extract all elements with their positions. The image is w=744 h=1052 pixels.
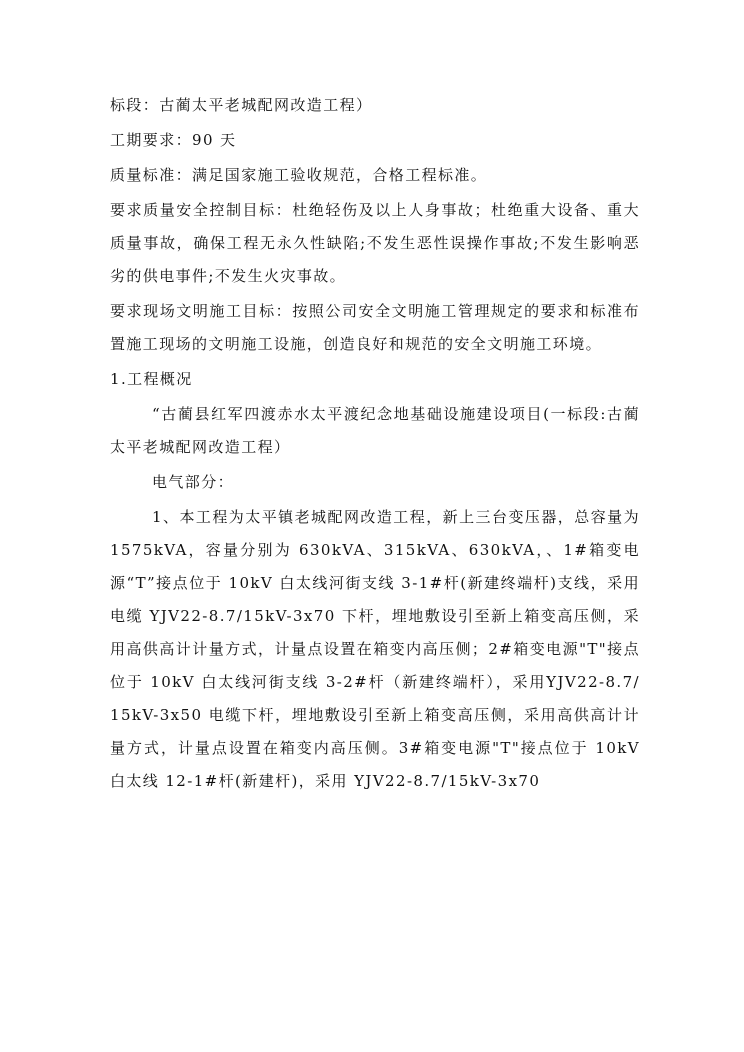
section-label-paragraph: 标段：古蔺太平老城配网改造工程） — [110, 96, 373, 114]
overview-heading: 1.工程概况 — [110, 370, 193, 388]
safety-target-paragraph: 要求质量安全控制目标：杜绝轻伤及以上人身事故；杜绝重大设备、重大质量事故，确保工程无永久性缺陷;不发生恶性误操作事故;不发生影响恶劣的供电事件;不发生火灾事故。 — [110, 201, 640, 285]
civilized-construction-paragraph: 要求现场文明施工目标：按照公司安全文明施工管理规定的要求和标准布置施工现场的文明施工设施，创造良好和规范的安全文明施工环境。 — [110, 302, 640, 353]
project-name-paragraph: “古蔺县红军四渡赤水太平渡纪念地基础设施建设项目(一标段:古蔺太平老城配网改造工程） — [110, 405, 640, 456]
electrical-details-paragraph: 1、本工程为太平镇老城配网改造工程，新上三台变压器，总容量为 1575kVA，容量分别为 630kVA、315kVA、630kVA，、1#箱变电源“T”接点位于 10kV 白太线河街支线 3-1#杆(新建终端杆)支线，采用电缆 YJV22-8.7/15kV-3x70 下杆，埋地敷设引至新上箱变高压侧，采用高供高计计量方式，计量点设置在箱变内高压侧；2#箱变电源"T"接点位于 10kV 白太线河街支线 3-2#杆（新建终端杆），采用YJV22-8.7/15kV-3x50 电缆下杆，埋地敷设引至新上箱变高压侧，采用高供高计计量方式，计量点设置在箱变内高压侧。3#箱变电源"T"接点位于 10kV 白太线 12-1#杆(新建杆)，采用 YJV22-8.7/15kV-3x70 — [110, 508, 640, 790]
quality-standard-paragraph: 质量标准：满足国家施工验收规范，合格工程标准。 — [110, 166, 488, 184]
document-body — [110, 89, 640, 798]
electrical-heading: 电气部分： — [152, 473, 235, 491]
schedule-paragraph: 工期要求：90 天 — [110, 131, 237, 149]
